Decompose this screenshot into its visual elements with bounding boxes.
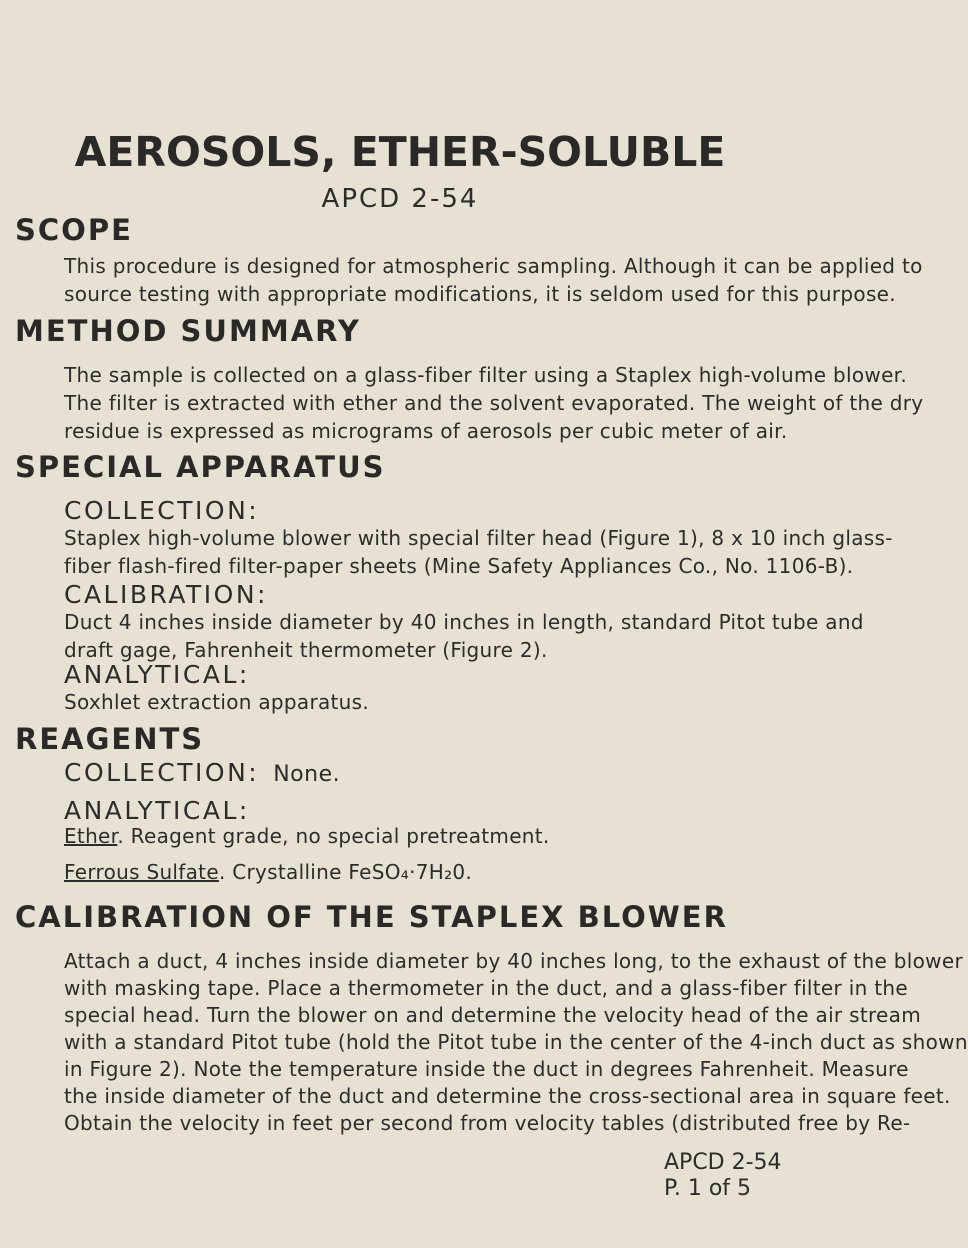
heading-calibration-staplex: CALIBRATION OF THE STAPLEX BLOWER (15, 900, 728, 934)
document-title: AEROSOLS, ETHER-SOLUBLE (74, 128, 726, 176)
heading-scope: SCOPE (15, 213, 133, 247)
apparatus-collection-line: Staplex high-volume blower with special filter head (Figure 1), 8 x 10 inch glass- (64, 526, 893, 550)
calibration-line: Obtain the velocity in feet per second from velocity tables (distributed free by Re- (64, 1111, 911, 1135)
reagent-ferrous-text: . Crystalline FeSO₄·7H₂0. (218, 860, 473, 884)
heading-special-apparatus: SPECIAL APPARATUS (15, 450, 386, 484)
scope-line: source testing with appropriate modifications, it is seldom used for this purpose. (64, 282, 896, 306)
method-paragraph (64, 361, 924, 445)
calibration-line: special head. Turn the blower on and determine the velocity head of the air stream (64, 1003, 921, 1027)
apparatus-analytical-text (64, 688, 764, 716)
apparatus-collection-line: fiber flash-fired filter-paper sheets (Mine Safety Appliances Co., No. 1106-B). (64, 554, 854, 578)
apparatus-analytical-label: ANALYTICAL: (64, 660, 250, 689)
heading-method-summary: METHOD SUMMARY (15, 314, 361, 348)
footer-page-number: P. 1 of 5 (664, 1176, 752, 1201)
reagents-collection (64, 758, 340, 787)
calibration-line: in Figure 2). Note the temperature inside the duct in degrees Fahrenheit. Measure (64, 1057, 909, 1081)
apparatus-collection-label: COLLECTION: (64, 496, 260, 525)
calibration-staplex-paragraph (64, 948, 968, 1137)
reagent-ether-name: Ether (64, 824, 118, 848)
method-line: The sample is collected on a glass-fiber filter using a Staplex high-volume blower. (64, 363, 908, 387)
reagents-collection-value: None. (273, 762, 341, 787)
reagents-collection-label: COLLECTION: (64, 758, 260, 787)
calibration-line: Attach a duct, 4 inches inside diameter by 40 inches long, to the exhaust of the blower (64, 949, 963, 973)
scope-paragraph (64, 252, 923, 308)
heading-reagents: REAGENTS (15, 722, 205, 756)
method-line: The filter is extracted with ether and the solvent evaporated. The weight of the dry (64, 391, 924, 415)
apparatus-calibration-line: draft gage, Fahrenheit thermometer (Figure 2). (64, 638, 548, 662)
calibration-line: the inside diameter of the duct and determine the cross-sectional area in square feet. (64, 1084, 951, 1108)
apparatus-calibration-line: Duct 4 inches inside diameter by 40 inches in length, standard Pitot tube and (64, 610, 864, 634)
reagent-ferrous-name: Ferrous Sulfate (64, 860, 219, 884)
apparatus-analytical-line: Soxhlet extraction apparatus. (64, 690, 370, 714)
calibration-line: with masking tape. Place a thermometer in the duct, and a glass-fiber filter in the (64, 976, 908, 1000)
reagents-analytical-label: ANALYTICAL: (64, 796, 250, 825)
apparatus-calibration-text (64, 608, 864, 664)
reagents-ether (64, 822, 764, 850)
reagents-ferrous (64, 858, 764, 886)
apparatus-collection-text (64, 524, 893, 580)
document-code: APCD 2-54 (321, 184, 479, 214)
reagent-ether-text: . Reagent grade, no special pretreatment. (117, 824, 550, 848)
page-footer (664, 1150, 782, 1202)
apparatus-calibration-label: CALIBRATION: (64, 580, 268, 609)
footer-code: APCD 2-54 (664, 1150, 782, 1175)
scope-line: This procedure is designed for atmospheric sampling. Although it can be applied to (64, 254, 923, 278)
method-line: residue is expressed as micrograms of aerosols per cubic meter of air. (64, 419, 788, 443)
calibration-line: with a standard Pitot tube (hold the Pitot tube in the center of the 4-inch duct as shown (64, 1030, 968, 1054)
